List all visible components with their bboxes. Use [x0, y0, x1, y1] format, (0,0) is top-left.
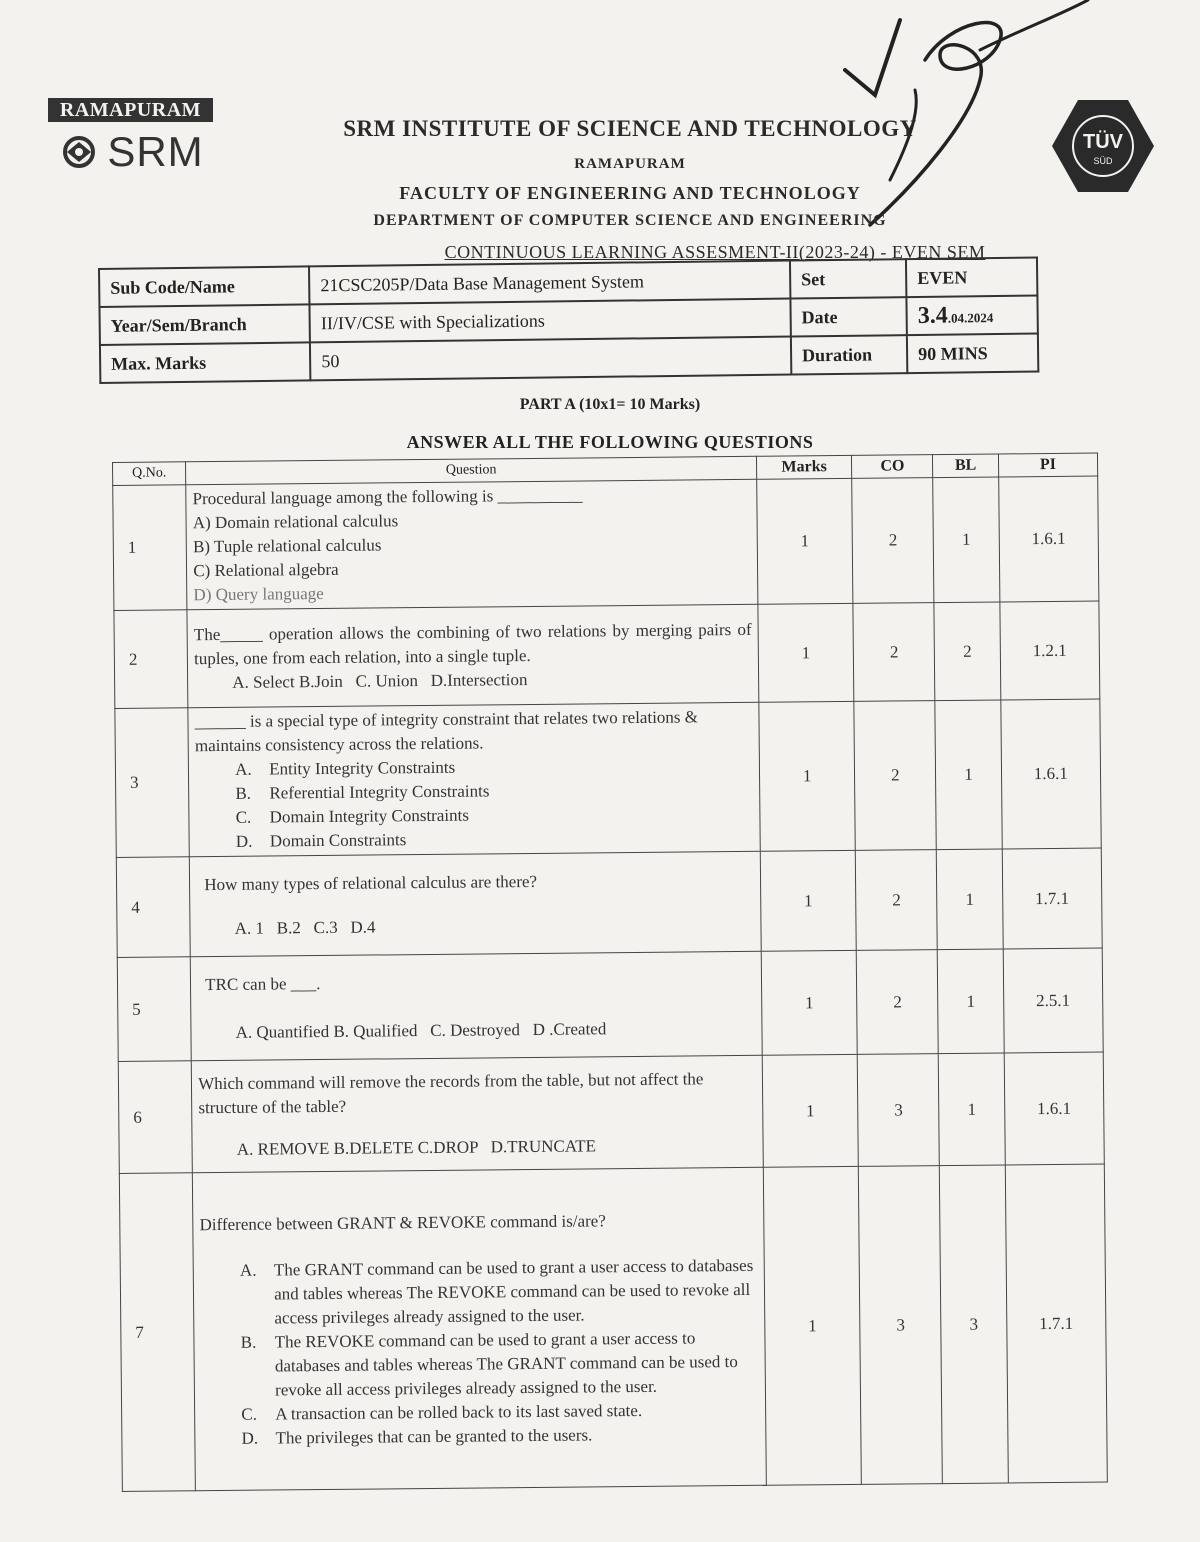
question-row	[116, 848, 1102, 957]
set-value: EVEN	[906, 258, 1037, 298]
marks-cell: 1	[761, 950, 857, 1055]
sub-code-label: Sub Code/Name	[99, 266, 310, 307]
tuv-badge-text: TÜV	[1083, 131, 1123, 153]
marks-cell: 1	[762, 1054, 858, 1167]
assessment-title: CONTINUOUS LEARNING ASSESMENT-II(2023-24) - EVEN SEM	[444, 242, 986, 262]
co-cell: 2	[855, 850, 937, 951]
department-name: DEPARTMENT OF COMPUTER SCIENCE AND ENGINEERING	[373, 212, 887, 229]
question-stem: Procedural language among the following is __________	[192, 485, 583, 509]
bl-cell: 1	[937, 849, 1003, 950]
bl-cell: 2	[934, 602, 1000, 701]
date-printed: .04.2024	[947, 309, 994, 326]
marks-cell: 1	[759, 701, 856, 851]
question-row	[114, 601, 1100, 708]
option: C. A transaction can be rolled back to its last saved state.	[241, 1400, 643, 1424]
part-a-heading: PART A (10x1= 10 Marks)	[519, 396, 701, 413]
bl-cell: 1	[933, 477, 999, 603]
question-row	[115, 699, 1101, 857]
question-row	[113, 476, 1099, 610]
co-cell: 2	[854, 701, 937, 851]
year-value: II/IV/CSE with Specializations	[310, 299, 791, 343]
options-inline: A. Select B.Join C. Union D.Intersection	[232, 669, 528, 692]
question-text	[188, 702, 760, 856]
option: A. The GRANT command can be used to grant a user access to databases and tables whereas The REVOKE command can be used to revoke all access privileges already assigned to the user.	[239, 1255, 754, 1327]
question-text	[187, 604, 759, 707]
question-stem: Difference between GRANT & REVOKE command is/are?	[199, 1210, 606, 1234]
campus-name: RAMAPURAM	[574, 156, 686, 172]
question-text	[190, 851, 762, 956]
pi-cell: 1.6.1	[1000, 699, 1101, 849]
question-text	[191, 1055, 763, 1172]
tuv-certification-badge	[1048, 96, 1158, 196]
srm-logo-text: SRM	[107, 128, 204, 175]
pi-cell: 1.6.1	[1004, 1052, 1104, 1165]
faculty-name: FACULTY OF ENGINEERING AND TECHNOLOGY	[399, 183, 861, 203]
pi-cell: 2.5.1	[1003, 948, 1103, 1053]
col-question: Question	[186, 456, 757, 484]
sub-code-value: 21CSC205P/Data Base Management System	[309, 261, 790, 305]
col-bl: BL	[933, 454, 998, 478]
question-row	[118, 1052, 1104, 1173]
marks-cell: 1	[763, 1166, 861, 1485]
question-stem: Which command will remove the records from the table, but not affect the structure of the table?	[198, 1068, 704, 1117]
co-cell: 3	[859, 1166, 943, 1485]
option: C. Domain Integrity Constraints	[235, 805, 469, 827]
questions-table	[112, 453, 1108, 1492]
question-stem: TRC can be ___.	[205, 973, 321, 994]
question-text	[186, 479, 758, 609]
question-row	[117, 948, 1103, 1061]
co-cell: 2	[852, 478, 934, 604]
year-label: Year/Sem/Branch	[99, 304, 310, 345]
question-number: 5	[117, 957, 191, 1062]
option: B. Referential Integrity Constraints	[235, 781, 490, 803]
question-text	[193, 1167, 767, 1490]
question-number: 1	[113, 485, 187, 611]
marks-cell: 1	[760, 850, 856, 951]
date-handwritten: 3.4	[917, 302, 948, 329]
max-marks-value: 50	[310, 337, 791, 381]
question-row	[119, 1164, 1107, 1491]
question-stem: The_____ operation allows the combining of two relations by merging pairs of tuples, one from each relation, into a single tuple.	[193, 619, 752, 668]
option: A) Domain relational calculus	[192, 511, 399, 533]
bl-cell: 1	[938, 949, 1004, 1054]
option: B. The REVOKE command can be used to grant a user access to databases and tables whereas The GRANT command can be used to revoke all access privileges already assigned to the user.	[240, 1327, 738, 1399]
option: D. The privileges that can be granted to the users.	[241, 1424, 593, 1448]
question-stem: How many types of relational calculus are there?	[204, 871, 538, 894]
question-number: 7	[119, 1173, 195, 1492]
option: C) Relational algebra	[193, 559, 339, 581]
question-number: 3	[115, 708, 190, 858]
question-number: 4	[116, 857, 190, 958]
duration-value: 90 MINS	[907, 334, 1038, 374]
pi-cell: 1.7.1	[1005, 1164, 1107, 1483]
exam-info-table	[98, 257, 1039, 384]
duration-label: Duration	[791, 335, 908, 374]
col-co: CO	[852, 455, 933, 479]
pi-cell: 1.7.1	[1002, 848, 1102, 949]
options-inline: A. Quantified B. Qualified C. Destroyed D .Created	[235, 1018, 607, 1042]
bl-cell: 1	[939, 1053, 1005, 1166]
question-text	[190, 951, 762, 1060]
pi-cell: 1.2.1	[1000, 601, 1100, 700]
option: B) Tuple relational calculus	[192, 535, 382, 557]
date-label: Date	[790, 297, 907, 336]
bl-cell: 1	[935, 700, 1002, 850]
col-marks: Marks	[756, 455, 851, 479]
question-number: 6	[118, 1061, 192, 1174]
options-inline: A. 1 B.2 C.3 D.4	[234, 916, 376, 938]
instruction-heading: ANSWER ALL THE FOLLOWING QUESTIONS	[406, 432, 814, 452]
campus-banner: RAMAPURAM	[48, 98, 213, 122]
option: D. Domain Constraints	[235, 830, 407, 851]
question-number: 2	[114, 610, 188, 709]
option: A. Entity Integrity Constraints	[235, 757, 456, 779]
pi-cell: 1.6.1	[998, 476, 1099, 602]
marks-cell: 1	[758, 603, 854, 702]
max-marks-label: Max. Marks	[100, 342, 311, 383]
options-inline: A. REMOVE B.DELETE C.DROP D.TRUNCATE	[236, 1135, 597, 1159]
question-stem: ______ is a special type of integrity constraint that relates two relations & maintains consistency across the relations.	[194, 707, 699, 756]
col-pi: PI	[998, 453, 1098, 477]
col-qno: Q.No.	[113, 462, 186, 486]
date-value	[907, 296, 1038, 336]
set-label: Set	[790, 259, 907, 298]
institution-name: SRM INSTITUTE OF SCIENCE AND TECHNOLOGY	[343, 116, 917, 141]
co-cell: 2	[853, 603, 935, 702]
bl-cell: 3	[940, 1165, 1008, 1484]
tuv-badge-subtext: SÜD	[1093, 156, 1113, 166]
co-cell: 2	[856, 950, 938, 1055]
option: D) Query language	[193, 583, 324, 605]
marks-cell: 1	[757, 478, 853, 604]
co-cell: 3	[857, 1054, 939, 1167]
